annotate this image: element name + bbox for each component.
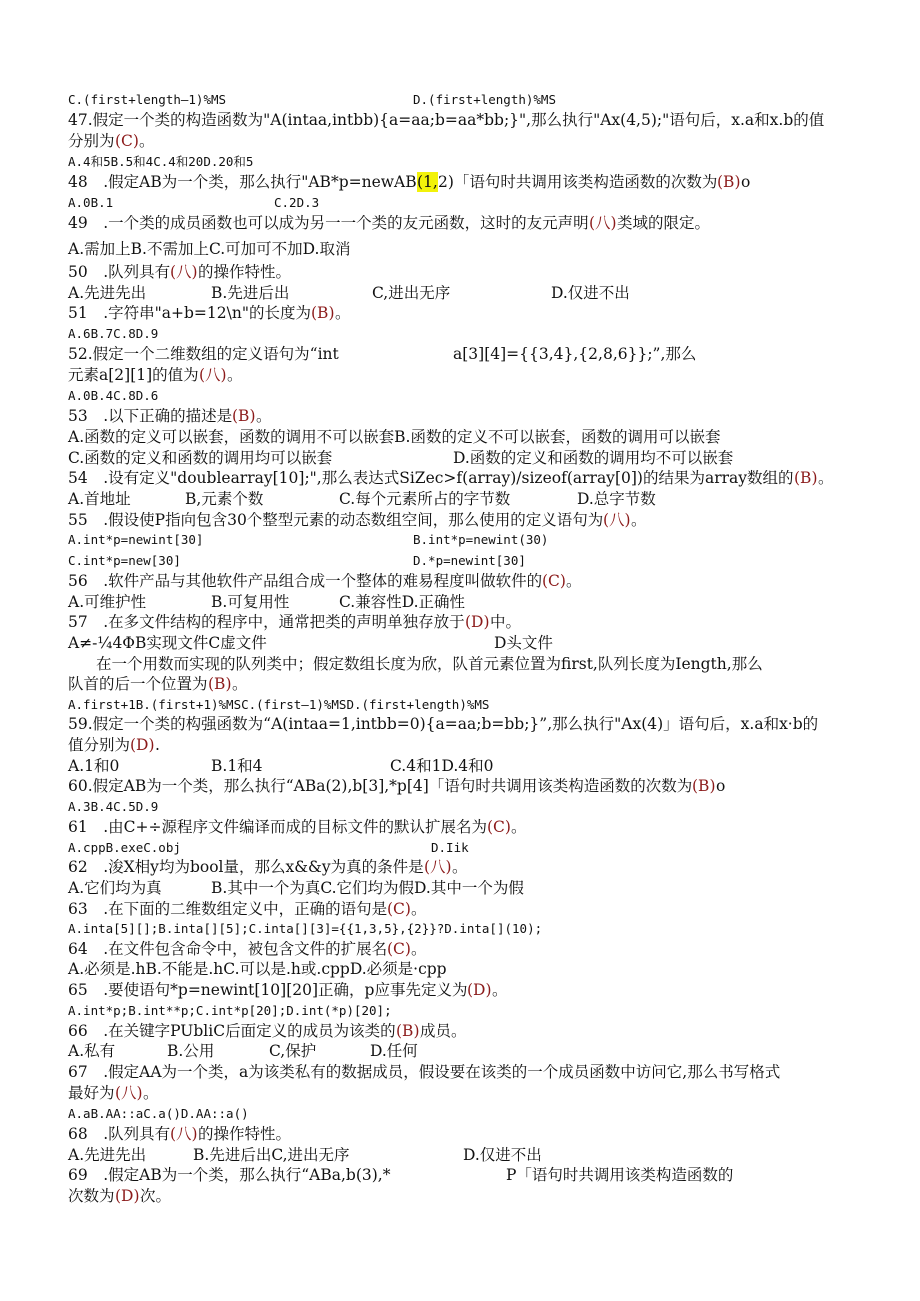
text-segment: 元素a[2][1]的值为	[68, 366, 199, 384]
text-segment: 51 .字符串"a+b=12\n"的长度为	[68, 304, 311, 322]
answer-mark: (八)	[603, 511, 631, 529]
text-segment: A.它们均为真	[68, 879, 162, 897]
answer-mark: (八)	[115, 1084, 143, 1102]
text-segment: o	[741, 173, 751, 191]
text-segment: A.需加上B.不需加上C.可加可不加D.取消	[68, 240, 351, 258]
answer-mark: (D)	[465, 613, 490, 631]
text-segment: 61 .由C+÷源程序文件编译而成的目标文件的默认扩展名为	[68, 818, 487, 836]
text-segment: A.0B.4C.8D.6	[68, 388, 159, 403]
answer-mark: (C)	[542, 572, 566, 590]
text-segment: C.每个元素所占的字节数	[339, 490, 511, 508]
text-segment: 54 .设有定义"doublearray[10];",那么表达式SiZec>f(array)/sizeof(array[0])的结果为array数组的	[68, 469, 794, 487]
text-segment: A.int*p=newint[30]	[68, 532, 204, 547]
text-segment: 。	[566, 572, 582, 590]
text-segment: A.inta[5][];B.inta[][5];C.inta[][3]={{1,3,5},{2}}?D.inta[](10);	[68, 921, 543, 936]
text-segment: 。	[511, 818, 527, 836]
highlighted-text: (1,	[417, 173, 438, 191]
text-segment: 66 .在关键字PUbliC后面定义的成员为该类的	[68, 1022, 396, 1040]
text-segment: A.0B.1	[68, 195, 114, 210]
text-segment: 。	[492, 981, 508, 999]
text-segment: D.仅进不出	[551, 284, 630, 302]
text-segment: D.*p=newint[30]	[413, 553, 526, 568]
text-segment: 类域的限定。	[617, 214, 711, 232]
text-segment: 64 .在文件包含命令中，被包含文件的扩展名	[68, 940, 388, 958]
text-segment: 50 .队列具有	[68, 263, 171, 281]
text-segment: 。	[256, 407, 272, 425]
answer-mark: (B)	[396, 1022, 420, 1040]
text-segment: B.先进后出C,进出无序	[193, 1146, 350, 1164]
text-segment: 。	[631, 511, 647, 529]
text-segment: 。	[411, 940, 427, 958]
text-segment: a[3][4]={{3,4},{2,8,6}};”,那么	[453, 345, 697, 363]
text-segment: 60.假定AB为一个类，那么执行“ABa(2),b[3],*p[4]「语句时共调用该类构造函数的次数为	[68, 777, 693, 795]
text-segment: D.仅进不出	[463, 1146, 542, 1164]
answer-mark: (D)	[130, 736, 155, 754]
text-segment: 队首的后一个位置为	[68, 675, 208, 693]
text-segment: 。	[411, 900, 427, 918]
text-segment: A.aB.AA::aC.a()D.AA::a()	[68, 1106, 249, 1121]
text-segment: 的操作特性。	[198, 1125, 292, 1143]
answer-mark: (八)	[170, 1125, 198, 1143]
text-segment: A.首地址	[68, 490, 131, 508]
text-segment: A.必须是.hB.不能是.hC.可以是.h或.cppD.必须是·cpp	[68, 960, 447, 978]
text-segment: B.其中一个为真C.它们均为假D.其中一个为假	[211, 879, 524, 897]
text-segment: B.先进后出	[211, 284, 290, 302]
answer-mark: (D)	[115, 1187, 140, 1205]
answer-mark: (B)	[794, 469, 818, 487]
text-segment: A.1和0	[68, 757, 120, 775]
answer-mark: (C)	[487, 818, 511, 836]
text-segment: 69 .假定AB为一个类，那么执行“ABa,b(3),*	[68, 1166, 391, 1184]
answer-mark: (D)	[467, 981, 492, 999]
text-segment: 分别为	[68, 132, 115, 150]
text-segment: 2)「语句时共调用该类构造函数的次数为	[438, 173, 718, 191]
text-segment: 68 .队列具有	[68, 1125, 171, 1143]
text-segment: 57 .在多文件结构的程序中，通常把类的声明单独存放于	[68, 613, 465, 631]
text-segment: D.任何	[370, 1042, 418, 1060]
answer-mark: (C)	[387, 900, 411, 918]
answer-mark: (C)	[115, 132, 139, 150]
text-segment: A.4和5B.5和4C.4和20D.20和5	[68, 154, 254, 169]
text-segment: 。	[139, 132, 155, 150]
answer-mark: (八)	[199, 366, 227, 384]
text-segment: 47.假定一个类的构造函数为"A(intaa,intbb){a=aa;b=aa*bb;}",那么执行"Ax(4,5);"语句后，x.a和x.b的值	[68, 111, 825, 129]
text-segment: P「语句时共调用该类构造函数的	[506, 1166, 734, 1184]
text-segment: D.总字节数	[577, 490, 656, 508]
text-segment: B.公用	[167, 1042, 215, 1060]
text-segment: .	[155, 736, 160, 754]
text-segment: 63 .在下面的二维数组定义中，正确的语句是	[68, 900, 388, 918]
text-segment: 在一个用数而实现的队列类中；假定数组长度为欣，队首元素位置为first,队列长度为Iength,那么	[96, 655, 763, 673]
text-segment: A.先进先出	[68, 284, 147, 302]
text-segment: C,保护	[269, 1042, 317, 1060]
text-segment: B.可复用性	[211, 593, 290, 611]
text-segment: B,元素个数	[185, 490, 264, 508]
text-segment: C.兼容性D.正确性	[339, 593, 466, 611]
text-segment: C.函数的定义和函数的调用均可以嵌套	[68, 449, 333, 467]
text-segment: D.Iik	[431, 840, 469, 855]
text-segment: 的操作特性。	[198, 263, 292, 281]
text-segment: D.(first+length)%MS	[413, 92, 556, 107]
text-segment: A.私有	[68, 1042, 116, 1060]
text-segment: A.first+1B.(first+1)%MSC.(first—1)%MSD.(first+length)%MS	[68, 697, 490, 712]
text-segment: 。	[818, 469, 834, 487]
text-segment: A.cppB.exeC.obj	[68, 840, 181, 855]
text-segment: C.2D.3	[274, 195, 320, 210]
text-segment: D.函数的定义和函数的调用均不可以嵌套	[453, 449, 734, 467]
answer-mark: (B)	[232, 407, 256, 425]
text-segment: 53 .以下正确的描述是	[68, 407, 233, 425]
answer-mark: (B)	[692, 777, 716, 795]
text-segment: 。	[452, 858, 468, 876]
answer-mark: (八)	[424, 858, 452, 876]
text-segment: 次。	[140, 1187, 172, 1205]
answer-mark: (八)	[170, 263, 198, 281]
text-segment: 。	[232, 675, 248, 693]
answer-mark: (B)	[717, 173, 741, 191]
text-segment: 67 .假定AA为一个类，a为该类私有的数据成员，假设要在该类的一个成员函数中访问它,那么书写格式	[68, 1063, 781, 1081]
text-segment: C.4和1D.4和0	[390, 757, 494, 775]
answer-mark: (八)	[589, 214, 617, 232]
text-segment: C.(first+length—1)%MS	[68, 92, 227, 107]
text-segment: 中。	[490, 613, 522, 631]
text-segment: A.可维护性	[68, 593, 147, 611]
text-segment: 48 .假定AB为一个类，那么执行"AB*p=newAB	[68, 173, 417, 191]
text-segment: C.int*p=new[30]	[68, 553, 181, 568]
text-segment: 62 .浚X相y均为bool量，那么x&&y为真的条件是	[68, 858, 424, 876]
text-segment: 56 .软件产品与其他软件产品组合成一个整体的难易程度叫做软件的	[68, 572, 543, 590]
answer-mark: (B)	[208, 675, 232, 693]
text-segment: A≠-¼4ΦB实现文件C虚文件	[68, 634, 267, 652]
text-segment: 。	[143, 1084, 159, 1102]
text-segment: B.1和4	[211, 757, 263, 775]
text-segment: 成员。	[420, 1022, 467, 1040]
text-segment: A.6B.7C.8D.9	[68, 326, 159, 341]
text-segment: B.int*p=newint(30)	[413, 532, 549, 547]
text-segment: A.函数的定义可以嵌套，函数的调用不可以嵌套B.函数的定义不可以嵌套，函数的调用可以嵌套	[68, 428, 721, 446]
text-segment: C,进出无序	[372, 284, 451, 302]
answer-mark: (B)	[311, 304, 335, 322]
text-segment: A.int*p;B.int**p;C.int*p[20];D.int(*p)[20];	[68, 1003, 392, 1018]
text-segment: 值分别为	[68, 736, 131, 754]
text-segment: 。	[227, 366, 243, 384]
text-segment: 65 .要使语句*p=newint[10][20]正确，p应事先定义为	[68, 981, 468, 999]
text-segment: 52.假定一个二维数组的定义语句为“int	[68, 345, 339, 363]
text-segment: 49 .一个类的成员函数也可以成为另一一个类的友元函数，这时的友元声明	[68, 214, 589, 232]
text-segment: 。	[335, 304, 351, 322]
text-segment: 55 .假设使P指向包含30个整型元素的动态数组空间，那么使用的定义语句为	[68, 511, 604, 529]
text-segment: D头文件	[494, 634, 553, 652]
text-segment: A.先进先出	[68, 1146, 147, 1164]
text-segment: o	[716, 777, 726, 795]
text-segment: A.3B.4C.5D.9	[68, 799, 159, 814]
text-segment: 次数为	[68, 1187, 115, 1205]
text-segment: 最好为	[68, 1084, 115, 1102]
answer-mark: (C)	[387, 940, 411, 958]
text-segment: 59.假定一个类的构强函数为“A(intaa=1,intbb=0){a=aa;b=bb;}”,那么执行"Ax(4)」语句后，x.a和x·b的	[68, 715, 819, 733]
